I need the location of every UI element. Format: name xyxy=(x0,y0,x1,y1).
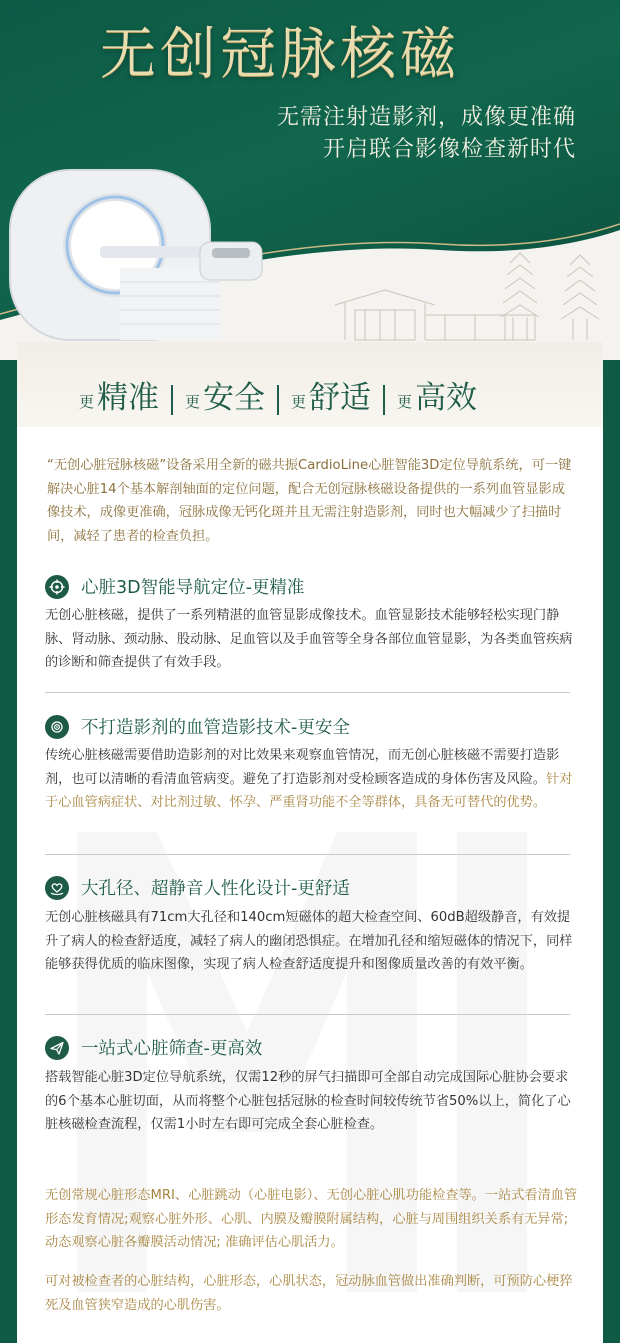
section-body-text: 传统心脏核磁需要借助造影剂的对比效果来观察血管情况，而无创心脏核磁不需要打造影剂，也可以清晰的看清血管病变。避免了打造影剂对受检顾客造成的身体伤害及风险。 xyxy=(45,748,560,787)
section-divider xyxy=(45,1014,570,1015)
tag-prefix: 更 xyxy=(291,393,307,411)
temple-line-illustration xyxy=(325,245,615,345)
tag-label: 精准 xyxy=(97,380,160,416)
section-title-text: 心脏3D智能导航定位-更精准 xyxy=(81,578,305,598)
section-body-safe xyxy=(45,744,579,815)
section-title-comfortable xyxy=(45,875,350,900)
hero-subtitle-line1: 无需注射造影剂，成像更准确 xyxy=(276,105,576,130)
section-divider xyxy=(45,854,570,855)
section-body-precise: 无创心脏核磁，提供了一系列精湛的血管显影成像技术。血管显影技术能够轻松实现门静脉、肾动脉、颈动脉、股动脉、足血管以及手血管等全身各部位血管显影，为各类血管疾病的诊断和筛查提供了有效手段。 xyxy=(45,608,573,670)
shield-icon xyxy=(45,715,69,739)
section-title-precise xyxy=(45,574,304,599)
intro-paragraph: “无创心脏冠脉核磁”设备采用全新的磁共振CardioLine心脏智能3D定位导航系统，可一键解决心脏14个基本解剖轴面的定位问题，配合无创冠脉核磁设备提供的一系列血管显影成像技术，成像更准确，冠脉成像无钙化斑并且无需注射造影剂，同时也大幅减少了扫描时间，减轻了患者的检查负担。 xyxy=(47,458,572,544)
tag-prefix: 更 xyxy=(185,393,201,411)
section-title-safe xyxy=(45,714,350,739)
section-body-highlight: 针对于心血管病症状、对比剂过敏、怀孕、严重肾功能不全等群体，具备无可替代的优势。 xyxy=(45,771,573,810)
note-paragraph-2: 可对被检查者的心脏结构，心脏形态，心肌状态，冠动脉血管做出准确判断，可预防心梗猝死及血管狭窄造成的心肌伤害。 xyxy=(45,1274,573,1313)
tag-separator xyxy=(277,385,279,415)
heart-hand-icon xyxy=(45,876,69,900)
tag-efficient xyxy=(397,372,477,417)
feature-tag-bar xyxy=(17,342,603,427)
tag-comfortable xyxy=(291,372,397,417)
section-body-comfortable: 无创心脏核磁具有71cm大孔径和140cm短磁体的超大检查空间、60dB超级静音，有效提升了病人的检查舒适度，减轻了病人的幽闭恐惧症。在增加孔径和缩短磁体的情况下，同样能够获得优质的临床图像，实现了病人检查舒适度提升和图像质量改善的有效平衡。 xyxy=(45,910,573,972)
content-card xyxy=(17,342,603,1343)
section-title-text: 不打造影剂的血管造影技术-更安全 xyxy=(81,718,350,738)
tag-prefix: 更 xyxy=(79,393,95,411)
mri-machine-illustration xyxy=(0,150,280,360)
tag-label: 高效 xyxy=(415,380,478,416)
hero-banner xyxy=(0,0,620,360)
paper-plane-icon xyxy=(45,1036,69,1060)
tag-safe xyxy=(185,372,291,417)
section-divider xyxy=(45,692,570,693)
section-title-efficient xyxy=(45,1035,262,1060)
tag-precise xyxy=(79,372,185,417)
tag-separator xyxy=(171,385,173,415)
hero-subtitle-line2: 开启联合影像检查新时代 xyxy=(322,137,576,162)
tag-label: 舒适 xyxy=(309,380,372,416)
note-paragraph-1: 无创常规心脏形态MRI、心脏跳动（心脏电影）、无创心脏心肌功能检查等。一站式看清血管形态发育情况;观察心脏外形、心肌、内膜及瓣膜附属结构，心脏与周围组织关系有无异常; 动态观察心脏各瓣膜活动情况; 准确评估心肌活力。 xyxy=(45,1188,578,1250)
section-body-efficient: 搭载智能心脏3D定位导航系统，仅需12秒的屏气扫描即可全部自动完成国际心脏协会要求的6个基本心脏切面，从而将整个心脏包括冠脉的检查时间较传统节省50%以上，简化了心脏核磁检查流程，仅需1小时左右即可完成全套心脏检查。 xyxy=(45,1070,571,1132)
section-title-text: 一站式心脏筛查-更高效 xyxy=(81,1039,263,1059)
hero-title: 无创冠脉核磁 xyxy=(100,22,460,87)
tag-label: 安全 xyxy=(203,380,266,416)
section-title-text: 大孔径、超静音人性化设计-更舒适 xyxy=(81,879,350,899)
target-icon xyxy=(45,575,69,599)
tag-prefix: 更 xyxy=(397,393,413,411)
tag-separator xyxy=(383,385,385,415)
